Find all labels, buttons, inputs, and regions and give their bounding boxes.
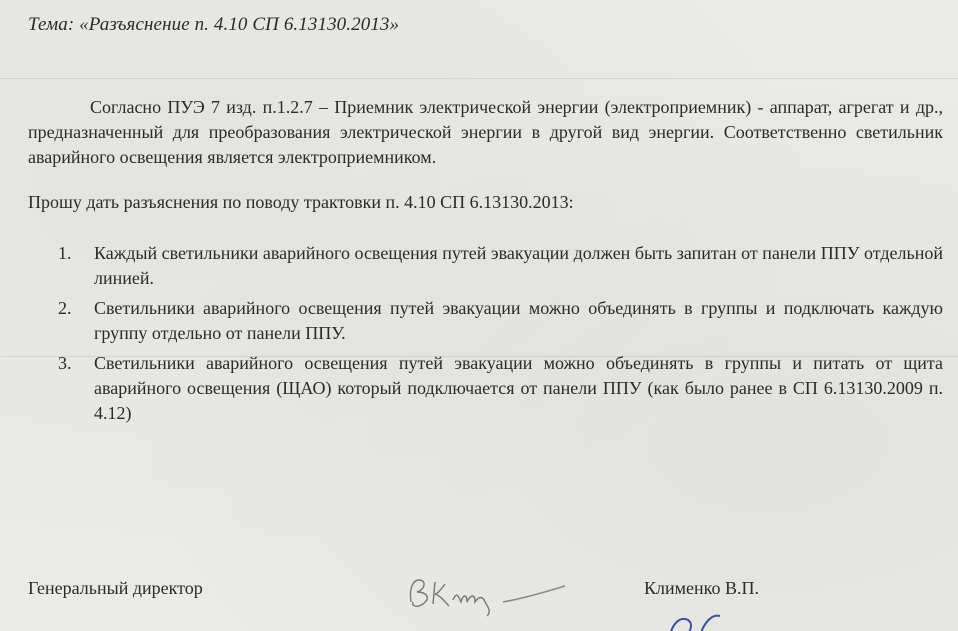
list-item <box>28 351 943 426</box>
questions-list <box>28 241 943 431</box>
scan-artifact-line <box>0 78 958 79</box>
list-item-text: Светильники аварийного освещения путей эвакуации можно объединять в группы и подключать каждую группу отдельно от панели ППУ. <box>94 298 943 343</box>
list-item-number: 3. <box>58 353 72 373</box>
list-item-number: 2. <box>58 298 72 318</box>
list-item-number: 1. <box>58 243 72 263</box>
list-item-text: Каждый светильники аварийного освещения путей эвакуации должен быть запитан от панели ППУ отдельной линией. <box>94 243 943 288</box>
list-item <box>28 296 943 346</box>
paragraph-request: Прошу дать разъяснения по поводу трактовки п. 4.10 СП 6.13130.2013: <box>28 192 574 212</box>
pen-mark <box>650 606 730 631</box>
handwritten-signature <box>405 568 575 618</box>
signatory-role: Генеральный директор <box>28 578 203 598</box>
list-item-text: Светильники аварийного освещения путей эвакуации можно объединять в группы и питать от щита аварийного освещения (ЩАО) который подключается от панели ППУ (как было ранее в СП 6.13130.2009 п. 4.12) <box>94 353 943 423</box>
signatory-name: Клименко В.П. <box>644 578 759 598</box>
paragraph-definition: Согласно ПУЭ 7 изд. п.1.2.7 – Приемник электрической энергии (электроприемник) - аппарат, агрегат и др., предназначенный для преобразования электрической энергии в другой вид энергии. Соответственно светильник аварийного освещения является электроприемником. <box>28 97 943 167</box>
letter-subject: Тема: «Разъяснение п. 4.10 СП 6.13130.2013» <box>28 14 400 35</box>
list-item <box>28 241 943 291</box>
